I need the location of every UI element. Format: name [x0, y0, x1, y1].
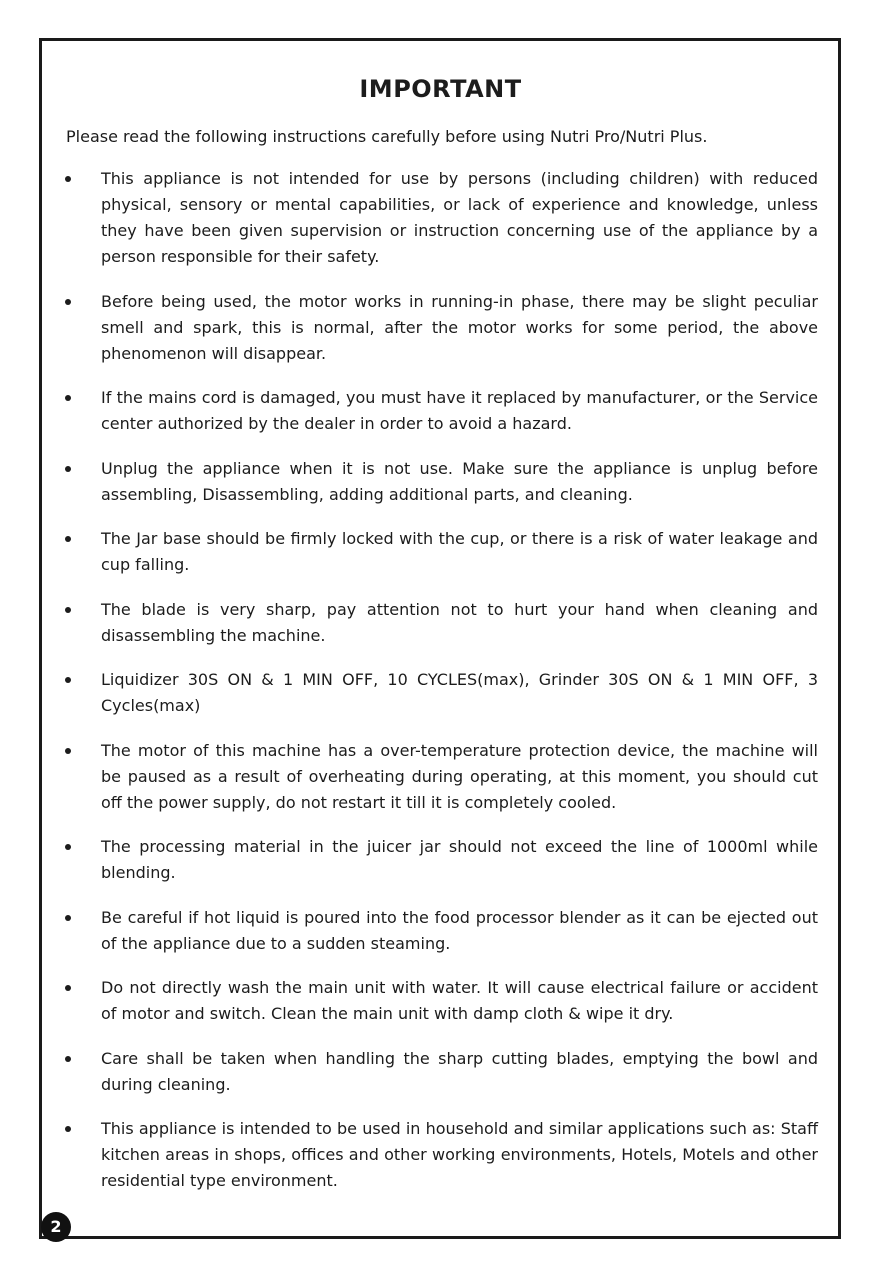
list-item-text: The Jar base should be firmly locked with the cup, or there is a risk of water leakage and cup falling. — [101, 529, 818, 574]
list-item — [60, 456, 818, 508]
list-item-text: This appliance is not intended for use by persons (including children) with reduced physical, sensory or mental capabilities, or lack of experience and knowledge, unless they have been given supervision or instruction concerning use of the appliance by a person responsible for their safety. — [101, 169, 818, 266]
bullet-icon — [65, 985, 71, 991]
list-item — [60, 667, 818, 719]
list-item-text: The blade is very sharp, pay attention not to hurt your hand when cleaning and disassembling the machine. — [101, 599, 818, 645]
bullet-icon — [65, 536, 71, 542]
bullet-icon — [65, 1126, 71, 1132]
bullet-icon — [65, 748, 71, 754]
list-item-text: If the mains cord is damaged, you must have it replaced by manufacturer, or the Service center authorized by the dealer in order to avoid a hazard. — [101, 388, 818, 433]
list-item-text: The motor of this machine has a over-temperature protection device, the machine will be paused as a result of overheating during operating, at this moment, you should cut off the power supply, do not restart it till it is completely cooled. — [101, 740, 818, 812]
list-item — [60, 166, 818, 270]
list-item — [60, 834, 818, 886]
bullet-icon — [65, 176, 71, 182]
list-item-text: Care shall be taken when handling the sharp cutting blades, emptying the bowl and during cleaning. — [101, 1048, 818, 1094]
list-item — [60, 385, 818, 437]
list-item-text: This appliance is intended to be used in household and similar applications such as: Staff kitchen areas in shops, offices and other working environments, Hotels, Motels and other residential type environment. — [101, 1119, 818, 1190]
list-item-text: Do not directly wash the main unit with water. It will cause electrical failure or accident of motor and switch. Clean the main unit with damp cloth & wipe it dry. — [101, 978, 818, 1023]
intro-text: Please read the following instructions carefully before using Nutri Pro/Nutri Plus. — [66, 127, 708, 146]
page-number: 2 — [41, 1212, 71, 1242]
list-item — [60, 526, 818, 578]
list-item — [60, 905, 818, 957]
bullet-icon — [65, 677, 71, 683]
list-item — [60, 597, 818, 649]
list-item — [60, 1046, 818, 1098]
list-item-text: Be careful if hot liquid is poured into the food processor blender as it can be ejected out of the appliance due to a sudden steaming. — [101, 907, 818, 953]
list-item — [60, 1116, 818, 1194]
list-item — [60, 738, 818, 816]
list-item-text: Before being used, the motor works in running-in phase, there may be slight peculiar smell and spark, this is normal, after the motor works for some period, the above phenomenon will disappear. — [101, 291, 818, 363]
bullet-icon — [65, 607, 71, 613]
list-item-text: Unplug the appliance when it is not use. Make sure the appliance is unplug before assembling, Disassembling, adding additional parts, and cleaning. — [101, 458, 818, 504]
bullet-icon — [65, 844, 71, 850]
list-item-text: The processing material in the juicer jar should not exceed the line of 1000ml while blending. — [101, 837, 818, 882]
list-item — [60, 289, 818, 367]
bullet-icon — [65, 1056, 71, 1062]
bullet-icon — [65, 466, 71, 472]
safety-instructions-list — [60, 166, 818, 1213]
bullet-icon — [65, 299, 71, 305]
list-item — [60, 975, 818, 1027]
bullet-icon — [65, 395, 71, 401]
page-title: IMPORTANT — [359, 75, 522, 103]
bullet-icon — [65, 915, 71, 921]
list-item-text: Liquidizer 30S ON & 1 MIN OFF, 10 CYCLES(max), Grinder 30S ON & 1 MIN OFF, 3 Cycles(max) — [101, 670, 818, 715]
